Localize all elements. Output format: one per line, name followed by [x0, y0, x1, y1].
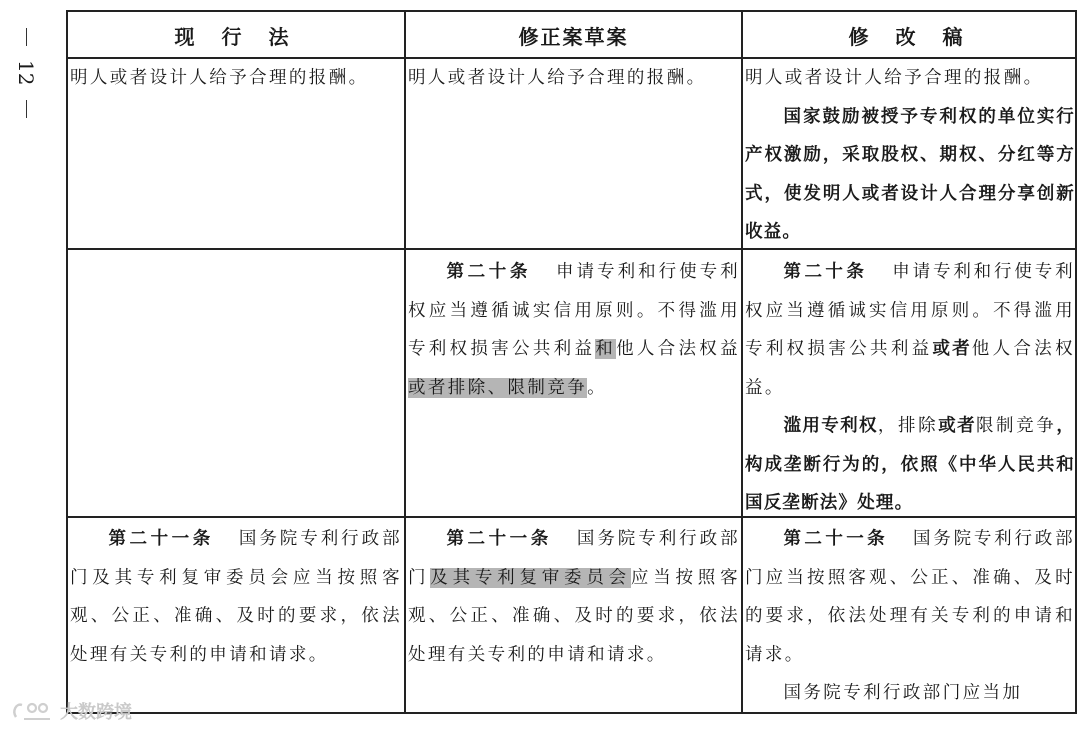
- row3-col2-text-a: 国务院专利行政部门: [408, 529, 741, 588]
- page-number-rule-top: [26, 28, 27, 46]
- row2-col2-text-b: 他人合法权益: [616, 339, 740, 359]
- row2-col3-bold-1: 或者: [932, 339, 972, 359]
- row2-col3-p2-bold-3: ，构成垄断行为的，依照《中华人民共和国反垄断法》处理。: [745, 416, 1076, 513]
- row2-col3-p2-bold-2: 或者: [938, 416, 976, 436]
- watermark-text: 大数跨境: [60, 702, 132, 723]
- row3-col3-p2: 国务院专利行政部门应当加: [783, 683, 1023, 703]
- row3-col2-highlight: 及其专利复审委员会: [430, 567, 631, 588]
- row2-col2-text-a: 申请专利和行使专利权应当遵循诚实信用原则。不得滥用专利权损害公共利益: [408, 262, 740, 359]
- row2-col3-p2-text-2: 限制竞争: [975, 416, 1057, 436]
- row1-col1-text: 明人或者设计人给予合理的报酬。: [70, 68, 369, 88]
- row1-col3-new-paragraph: 国家鼓励被授予专利权的单位实行产权激励，采取股权、期权、分红等方式，使发明人或者设计人合理分享创新收益。: [745, 106, 1075, 242]
- row1-revised: [743, 59, 1077, 252]
- row2-revised: [743, 253, 1077, 523]
- row1-current-law: [68, 59, 404, 98]
- row2-draft: [406, 253, 742, 407]
- row1-col2-text: 明人或者设计人给予合理的报酬。: [408, 68, 707, 88]
- row2-col2-highlight-2: 或者排除、限制竞争: [408, 377, 588, 398]
- article-21-label-draft: 第二十一条: [446, 529, 552, 549]
- watermark: [10, 697, 132, 725]
- header-current-law: 现 行 法: [174, 24, 299, 49]
- page-number-rule-bottom: [26, 100, 27, 118]
- article-21-label: 第二十一条: [108, 529, 214, 549]
- header-revised-draft: 修 改 稿: [848, 24, 973, 49]
- row1-col3-text: 明人或者设计人给予合理的报酬。: [745, 68, 1044, 88]
- row2-col3-p2-text-1: ，排除: [877, 416, 939, 436]
- row2-col3-p2-bold-1: 滥用专利权: [783, 416, 878, 436]
- header-draft-amendment: 修正案草案: [518, 24, 629, 49]
- row3-col3-text: 国务院专利行政部门应当按照客观、公正、准确、及时的要求，依法处理有关专利的申请和请求。: [745, 529, 1076, 665]
- row3-revised: [743, 520, 1077, 713]
- row3-draft: [406, 520, 742, 674]
- row3-current-law: [68, 520, 404, 674]
- row1-draft: [406, 59, 742, 98]
- article-21-label-revised: 第二十一条: [783, 529, 889, 549]
- article-20-label-revised: 第二十条: [783, 262, 868, 282]
- page-number-text: 12: [14, 60, 38, 86]
- row2-col3-text-b: 他人合法权益。: [745, 339, 1075, 398]
- page-number: [12, 28, 40, 118]
- article-20-label: 第二十条: [446, 262, 531, 282]
- row2-col2-text-c: 。: [587, 377, 608, 398]
- row3-col2-text-b: 应当按照客观、公正、准确、及时的要求，依法处理有关专利的申请和请求。: [408, 567, 740, 665]
- row2-col3-text-a: 申请专利和行使专利权应当遵循诚实信用原则。不得滥用专利权损害公共利益: [745, 262, 1075, 359]
- row3-col1-text: 国务院专利行政部门及其专利复审委员会应当按照客观、公正、准确、及时的要求，依法处理有关专利的申请和请求。: [70, 529, 403, 665]
- row2-col2-highlight-1: 和: [595, 339, 617, 359]
- table-header: [68, 12, 1075, 58]
- comparison-table: [66, 10, 1077, 714]
- watermark-logo-icon: [10, 699, 56, 723]
